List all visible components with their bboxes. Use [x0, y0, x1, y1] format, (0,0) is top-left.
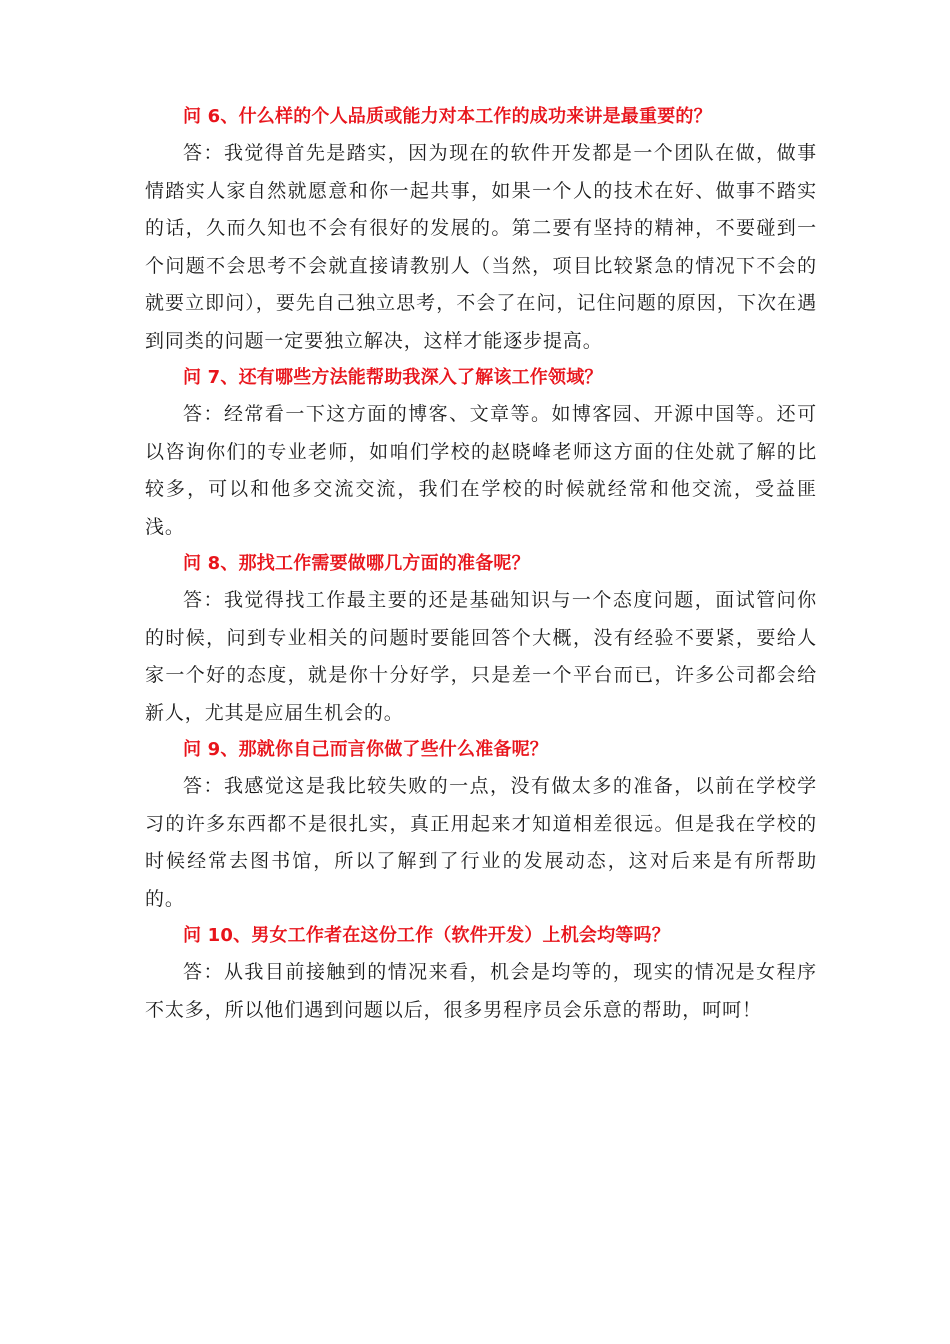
qa-item-6 [145, 99, 817, 360]
answer-paragraph: 答：我感觉这是我比较失败的一点，没有做太多的准备，以前在学校学习的许多东西都不是很扎实，真正用起来才知道相差很远。但是我在学校的时候经常去图书馆，所以了解到了行业的发展动态，这对后来是有所帮助的。 [145, 775, 817, 910]
question-heading: 问 7、还有哪些方法能帮助我深入了解该工作领域？ [183, 367, 603, 388]
question-heading: 问 10、男女工作者在这份工作（软件开发）上机会均等吗？ [183, 925, 670, 946]
qa-item-9 [145, 732, 817, 918]
answer-paragraph: 答：我觉得首先是踏实，因为现在的软件开发都是一个团队在做，做事情踏实人家自然就愿意和你一起共事，如果一个人的技术在好、做事不踏实的话，久而久知也不会有很好的发展的。第二要有坚持的精神，不要碰到一个问题不会思考不会就直接请教别人（当然，项目比较紧急的情况下不会的就要立即问），要先自己独立思考，不会了在问，记住问题的原因，下次在遇到同类的问题一定要独立解决，这样才能逐步提高。 [145, 142, 817, 352]
qa-item-8 [145, 546, 817, 732]
answer-paragraph: 答：经常看一下这方面的博客、文章等。如博客园、开源中国等。还可以咨询你们的专业老师，如咱们学校的赵晓峰老师这方面的住处就了解的比较多，可以和他多交流交流，我们在学校的时候就经常和他交流，受益匪浅。 [145, 403, 817, 538]
question-heading: 问 8、那找工作需要做哪几方面的准备呢？ [183, 553, 530, 574]
question-heading: 问 6、什么样的个人品质或能力对本工作的成功来讲是最重要的？ [183, 106, 712, 127]
answer-paragraph: 答：从我目前接触到的情况来看，机会是均等的，现实的情况是女程序不太多，所以他们遇到问题以后，很多男程序员会乐意的帮助，呵呵！ [145, 961, 817, 1021]
question-heading: 问 9、那就你自己而言你做了些什么准备呢？ [183, 739, 548, 760]
qa-item-7 [145, 360, 817, 546]
document-body [145, 99, 817, 1029]
answer-paragraph: 答：我觉得找工作最主要的还是基础知识与一个态度问题，面试管问你的时候，问到专业相关的问题时要能回答个大概，没有经验不要紧，要给人家一个好的态度，就是你十分好学，只是差一个平台而已，许多公司都会给新人，尤其是应届生机会的。 [145, 589, 817, 724]
qa-item-10 [145, 918, 817, 1029]
